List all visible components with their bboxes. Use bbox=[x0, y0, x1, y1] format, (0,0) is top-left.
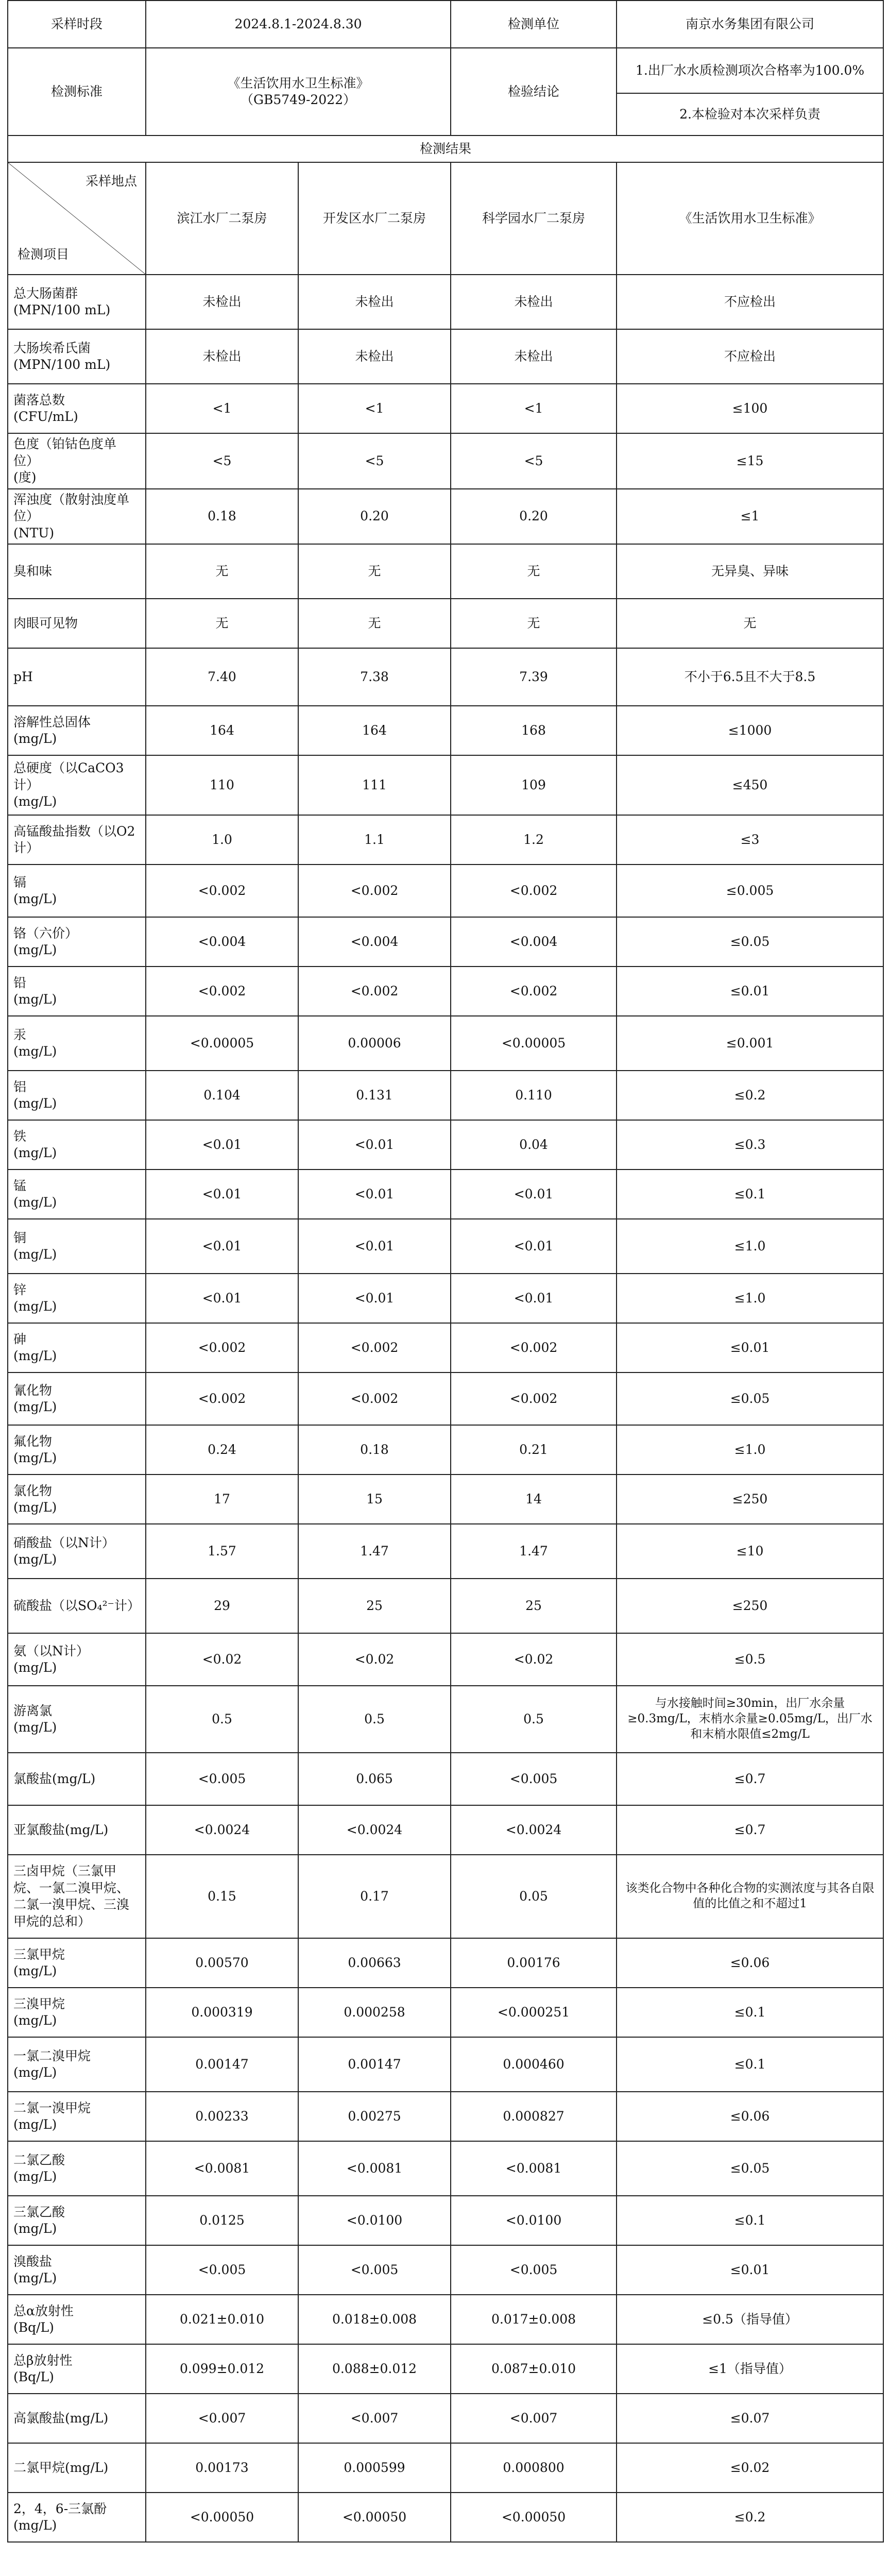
item-name: 硫酸盐（以SO₄²⁻计） bbox=[8, 1579, 146, 1633]
value-kexueyuan: <5 bbox=[451, 433, 617, 489]
item-name: 氯化物 (mg/L) bbox=[8, 1475, 146, 1524]
value-kaifaqu: 15 bbox=[298, 1475, 451, 1524]
item-name: 溶解性总固体 (mg/L) bbox=[8, 706, 146, 755]
item-name: 锰 (mg/L) bbox=[8, 1170, 146, 1219]
value-binjiang: 0.5 bbox=[146, 1686, 298, 1753]
item-name: 铜 (mg/L) bbox=[8, 1219, 146, 1274]
result-row bbox=[8, 2092, 883, 2141]
value-kexueyuan: 0.05 bbox=[451, 1855, 617, 1938]
value-kaifaqu: <0.002 bbox=[298, 1372, 451, 1425]
result-row bbox=[8, 489, 883, 545]
value-binjiang: <0.00005 bbox=[146, 1016, 298, 1071]
result-row bbox=[8, 544, 883, 599]
standard-limit: ≤450 bbox=[617, 755, 883, 815]
item-name: 三溴甲烷 (mg/L) bbox=[8, 1988, 146, 2037]
result-row bbox=[8, 2493, 883, 2542]
standard-limit: ≤250 bbox=[617, 1579, 883, 1633]
item-name: 大肠埃希氏菌 (MPN/100 mL) bbox=[8, 329, 146, 384]
result-row bbox=[8, 648, 883, 706]
value-binjiang: 0.24 bbox=[146, 1425, 298, 1475]
value-kaifaqu: <0.01 bbox=[298, 1170, 451, 1219]
period-label: 采样时段 bbox=[8, 1, 146, 48]
result-row bbox=[8, 1274, 883, 1323]
item-name: 二氯一溴甲烷 (mg/L) bbox=[8, 2092, 146, 2141]
value-kaifaqu: <0.01 bbox=[298, 1120, 451, 1170]
value-kaifaqu: <0.02 bbox=[298, 1633, 451, 1686]
standard-limit: ≤0.06 bbox=[617, 2092, 883, 2141]
value-kaifaqu: 164 bbox=[298, 706, 451, 755]
item-name: 硝酸盐（以N计） (mg/L) bbox=[8, 1524, 146, 1579]
value-binjiang: 7.40 bbox=[146, 648, 298, 706]
value-kexueyuan: 109 bbox=[451, 755, 617, 815]
value-kaifaqu: <5 bbox=[298, 433, 451, 489]
result-row bbox=[8, 865, 883, 917]
value-kaifaqu: 0.000258 bbox=[298, 1988, 451, 2037]
standard-limit: ≤100 bbox=[617, 384, 883, 433]
value-kexueyuan: <1 bbox=[451, 384, 617, 433]
item-name: 三氯甲烷 (mg/L) bbox=[8, 1938, 146, 1988]
item-name: 高氯酸盐(mg/L) bbox=[8, 2394, 146, 2443]
value-kexueyuan: 0.000800 bbox=[451, 2443, 617, 2493]
item-name: 总α放射性 (Bq/L) bbox=[8, 2295, 146, 2344]
standard-limit: ≤0.1 bbox=[617, 2196, 883, 2245]
value-binjiang: 164 bbox=[146, 706, 298, 755]
value-kaifaqu: 未检出 bbox=[298, 329, 451, 384]
value-kaifaqu: 1.1 bbox=[298, 815, 451, 865]
value-kexueyuan: <0.002 bbox=[451, 1323, 617, 1372]
value-binjiang: 0.000319 bbox=[146, 1988, 298, 2037]
value-kaifaqu: 0.065 bbox=[298, 1753, 451, 1805]
value-binjiang: <5 bbox=[146, 433, 298, 489]
value-kaifaqu: 0.00663 bbox=[298, 1938, 451, 1988]
results-title-row bbox=[8, 135, 883, 162]
standard-limit: ≤15 bbox=[617, 433, 883, 489]
value-kexueyuan: 0.04 bbox=[451, 1120, 617, 1170]
value-kexueyuan: <0.004 bbox=[451, 917, 617, 967]
value-kaifaqu: <0.0024 bbox=[298, 1805, 451, 1855]
value-binjiang: <0.004 bbox=[146, 917, 298, 967]
value-binjiang: <0.005 bbox=[146, 2245, 298, 2295]
item-name: 二氯甲烷(mg/L) bbox=[8, 2443, 146, 2493]
period-value: 2024.8.1-2024.8.30 bbox=[146, 1, 451, 48]
report-table bbox=[7, 0, 884, 2543]
value-kaifaqu: <0.00050 bbox=[298, 2493, 451, 2542]
value-kaifaqu: 0.5 bbox=[298, 1686, 451, 1753]
value-kexueyuan: <0.002 bbox=[451, 967, 617, 1016]
value-kaifaqu: 0.018±0.008 bbox=[298, 2295, 451, 2344]
standard-limit: ≤0.07 bbox=[617, 2394, 883, 2443]
value-binjiang: 1.57 bbox=[146, 1524, 298, 1579]
header-row-period bbox=[8, 1, 883, 48]
standard-limit: ≤0.01 bbox=[617, 1323, 883, 1372]
column-header-row bbox=[8, 162, 883, 275]
corner-label-location: 采样地点 bbox=[85, 174, 137, 189]
value-kaifaqu: 0.20 bbox=[298, 489, 451, 545]
value-kexueyuan: 0.000827 bbox=[451, 2092, 617, 2141]
value-kexueyuan: 未检出 bbox=[451, 275, 617, 329]
result-row bbox=[8, 967, 883, 1016]
standard-limit: ≤0.05 bbox=[617, 917, 883, 967]
value-kaifaqu: <0.01 bbox=[298, 1219, 451, 1274]
result-row bbox=[8, 1071, 883, 1120]
column-header: 《生活饮用水卫生标准》 bbox=[617, 162, 883, 275]
result-row bbox=[8, 1425, 883, 1475]
result-row bbox=[8, 1016, 883, 1071]
value-kaifaqu: <0.002 bbox=[298, 967, 451, 1016]
value-kaifaqu: 111 bbox=[298, 755, 451, 815]
value-kexueyuan: 0.5 bbox=[451, 1686, 617, 1753]
value-binjiang: 1.0 bbox=[146, 815, 298, 865]
item-name: 氨（以N计） (mg/L) bbox=[8, 1633, 146, 1686]
standard-limit: ≤0.5 bbox=[617, 1633, 883, 1686]
standard-limit: ≤0.2 bbox=[617, 2493, 883, 2542]
item-name: 三卤甲烷（三氯甲烷、一氯二溴甲烷、二氯一溴甲烷、三溴甲烷的总和） bbox=[8, 1855, 146, 1938]
value-kexueyuan: 168 bbox=[451, 706, 617, 755]
corner-label-item: 检测项目 bbox=[18, 246, 70, 262]
value-kexueyuan: 0.21 bbox=[451, 1425, 617, 1475]
standard-limit: ≤0.1 bbox=[617, 1988, 883, 2037]
value-kexueyuan: <0.00050 bbox=[451, 2493, 617, 2542]
result-row bbox=[8, 1323, 883, 1372]
value-binjiang: <0.01 bbox=[146, 1274, 298, 1323]
standard-limit: ≤0.01 bbox=[617, 2245, 883, 2295]
value-binjiang: <0.002 bbox=[146, 865, 298, 917]
value-kexueyuan: 0.20 bbox=[451, 489, 617, 545]
standard-limit: ≤0.7 bbox=[617, 1805, 883, 1855]
value-kaifaqu: 0.00006 bbox=[298, 1016, 451, 1071]
result-row bbox=[8, 1988, 883, 2037]
results-title: 检测结果 bbox=[8, 135, 883, 162]
result-row bbox=[8, 329, 883, 384]
item-name: 臭和味 bbox=[8, 544, 146, 599]
value-binjiang: 0.00233 bbox=[146, 2092, 298, 2141]
result-row bbox=[8, 2443, 883, 2493]
result-row bbox=[8, 1170, 883, 1219]
value-kexueyuan: 25 bbox=[451, 1579, 617, 1633]
result-row bbox=[8, 917, 883, 967]
item-name: 铝 (mg/L) bbox=[8, 1071, 146, 1120]
value-kexueyuan: 未检出 bbox=[451, 329, 617, 384]
value-kexueyuan: 14 bbox=[451, 1475, 617, 1524]
header-row-standard bbox=[8, 48, 883, 93]
value-kexueyuan: 7.39 bbox=[451, 648, 617, 706]
result-row bbox=[8, 384, 883, 433]
value-kaifaqu: 0.088±0.012 bbox=[298, 2344, 451, 2394]
diagonal-header-cell bbox=[8, 162, 146, 275]
item-name: 二氯乙酸 (mg/L) bbox=[8, 2141, 146, 2196]
result-row bbox=[8, 1938, 883, 1988]
item-name: 总硬度（以CaCO3计） (mg/L) bbox=[8, 755, 146, 815]
item-name: 氰化物 (mg/L) bbox=[8, 1372, 146, 1425]
standard-limit: ≤0.02 bbox=[617, 2443, 883, 2493]
value-binjiang: <0.002 bbox=[146, 1372, 298, 1425]
value-kaifaqu: 未检出 bbox=[298, 275, 451, 329]
standard-limit: ≤0.05 bbox=[617, 1372, 883, 1425]
value-kexueyuan: <0.007 bbox=[451, 2394, 617, 2443]
value-kexueyuan: <0.01 bbox=[451, 1219, 617, 1274]
standard-limit: 不小于6.5且不大于8.5 bbox=[617, 648, 883, 706]
result-row bbox=[8, 1753, 883, 1805]
value-kaifaqu: 0.00275 bbox=[298, 2092, 451, 2141]
report-body bbox=[8, 1, 883, 2542]
standard-label: 检测标准 bbox=[8, 48, 146, 135]
standard-limit: ≤1.0 bbox=[617, 1274, 883, 1323]
result-row bbox=[8, 706, 883, 755]
result-row bbox=[8, 433, 883, 489]
item-name: 三氯乙酸 (mg/L) bbox=[8, 2196, 146, 2245]
standard-limit: 不应检出 bbox=[617, 329, 883, 384]
column-header: 滨江水厂二泵房 bbox=[146, 162, 298, 275]
value-binjiang: 0.00570 bbox=[146, 1938, 298, 1988]
value-kexueyuan: <0.02 bbox=[451, 1633, 617, 1686]
value-kaifaqu: 1.47 bbox=[298, 1524, 451, 1579]
value-binjiang: 0.00147 bbox=[146, 2037, 298, 2092]
result-row bbox=[8, 1524, 883, 1579]
standard-limit: ≤0.2 bbox=[617, 1071, 883, 1120]
value-binjiang: 110 bbox=[146, 755, 298, 815]
unit-value: 南京水务集团有限公司 bbox=[617, 1, 883, 48]
value-kaifaqu: 0.131 bbox=[298, 1071, 451, 1120]
value-kaifaqu: <0.007 bbox=[298, 2394, 451, 2443]
value-binjiang: 无 bbox=[146, 599, 298, 648]
value-kaifaqu: <0.0100 bbox=[298, 2196, 451, 2245]
value-kexueyuan: <0.005 bbox=[451, 1753, 617, 1805]
value-kaifaqu: <0.004 bbox=[298, 917, 451, 967]
value-kaifaqu: <0.01 bbox=[298, 1274, 451, 1323]
item-name: 铁 (mg/L) bbox=[8, 1120, 146, 1170]
result-row bbox=[8, 815, 883, 865]
item-name: 2，4，6-三氯酚 (mg/L) bbox=[8, 2493, 146, 2542]
result-row bbox=[8, 2141, 883, 2196]
standard-limit: ≤1 bbox=[617, 489, 883, 545]
standard-limit: ≤1000 bbox=[617, 706, 883, 755]
value-kaifaqu: 0.000599 bbox=[298, 2443, 451, 2493]
standard-limit: ≤3 bbox=[617, 815, 883, 865]
standard-limit: ≤0.1 bbox=[617, 1170, 883, 1219]
value-kexueyuan: 0.087±0.010 bbox=[451, 2344, 617, 2394]
result-row bbox=[8, 1475, 883, 1524]
standard-limit: 无异臭、异味 bbox=[617, 544, 883, 599]
result-row bbox=[8, 1120, 883, 1170]
value-kexueyuan: 无 bbox=[451, 544, 617, 599]
value-binjiang: 未检出 bbox=[146, 275, 298, 329]
value-kaifaqu: 0.00147 bbox=[298, 2037, 451, 2092]
water-quality-report bbox=[7, 0, 883, 2543]
standard-limit: ≤0.05 bbox=[617, 2141, 883, 2196]
standard-limit: 无 bbox=[617, 599, 883, 648]
standard-limit: 该类化合物中各种化合物的实测浓度与其各自限值的比值之和不超过1 bbox=[617, 1855, 883, 1938]
value-binjiang: 0.00173 bbox=[146, 2443, 298, 2493]
value-binjiang: 17 bbox=[146, 1475, 298, 1524]
column-header: 科学园水厂二泵房 bbox=[451, 162, 617, 275]
value-binjiang: <0.0024 bbox=[146, 1805, 298, 1855]
value-kexueyuan: 0.110 bbox=[451, 1071, 617, 1120]
standard-limit: ≤0.06 bbox=[617, 1938, 883, 1988]
value-kexueyuan: <0.0100 bbox=[451, 2196, 617, 2245]
standard-value: 《生活饮用水卫生标准》 （GB5749-2022） bbox=[146, 48, 451, 135]
result-row bbox=[8, 1219, 883, 1274]
value-kaifaqu: 0.18 bbox=[298, 1425, 451, 1475]
standard-limit: ≤0.001 bbox=[617, 1016, 883, 1071]
value-binjiang: 0.021±0.010 bbox=[146, 2295, 298, 2344]
item-name: pH bbox=[8, 648, 146, 706]
value-kexueyuan: 0.000460 bbox=[451, 2037, 617, 2092]
value-kexueyuan: 1.47 bbox=[451, 1524, 617, 1579]
standard-limit: ≤250 bbox=[617, 1475, 883, 1524]
standard-limit: ≤0.005 bbox=[617, 865, 883, 917]
item-name: 汞 (mg/L) bbox=[8, 1016, 146, 1071]
standard-limit: ≤10 bbox=[617, 1524, 883, 1579]
value-kexueyuan: 1.2 bbox=[451, 815, 617, 865]
result-row bbox=[8, 1686, 883, 1753]
conclusion-label: 检验结论 bbox=[451, 48, 617, 135]
column-header: 开发区水厂二泵房 bbox=[298, 162, 451, 275]
value-kexueyuan: <0.002 bbox=[451, 1372, 617, 1425]
standard-limit: ≤1.0 bbox=[617, 1425, 883, 1475]
item-name: 砷 (mg/L) bbox=[8, 1323, 146, 1372]
result-row bbox=[8, 2295, 883, 2344]
result-row bbox=[8, 755, 883, 815]
item-name: 菌落总数 (CFU/mL) bbox=[8, 384, 146, 433]
value-binjiang: <0.002 bbox=[146, 1323, 298, 1372]
value-kexueyuan: <0.002 bbox=[451, 865, 617, 917]
standard-limit: ≤0.1 bbox=[617, 2037, 883, 2092]
value-binjiang: <0.00050 bbox=[146, 2493, 298, 2542]
value-binjiang: 未检出 bbox=[146, 329, 298, 384]
standard-limit: ≤0.3 bbox=[617, 1120, 883, 1170]
result-row bbox=[8, 599, 883, 648]
item-name: 一氯二溴甲烷 (mg/L) bbox=[8, 2037, 146, 2092]
standard-limit: ≤1（指导值） bbox=[617, 2344, 883, 2394]
value-binjiang: <0.007 bbox=[146, 2394, 298, 2443]
value-binjiang: 0.104 bbox=[146, 1071, 298, 1120]
value-kaifaqu: <0.005 bbox=[298, 2245, 451, 2295]
item-name: 氟化物 (mg/L) bbox=[8, 1425, 146, 1475]
value-kexueyuan: <0.000251 bbox=[451, 1988, 617, 2037]
value-binjiang: 0.18 bbox=[146, 489, 298, 545]
value-binjiang: 0.15 bbox=[146, 1855, 298, 1938]
unit-label: 检测单位 bbox=[451, 1, 617, 48]
result-row bbox=[8, 275, 883, 329]
value-kaifaqu: <0.002 bbox=[298, 1323, 451, 1372]
standard-limit: ≤1.0 bbox=[617, 1219, 883, 1274]
value-binjiang: 0.0125 bbox=[146, 2196, 298, 2245]
value-kexueyuan: 无 bbox=[451, 599, 617, 648]
conclusion-item-1: 1.出厂水水质检测项次合格率为100.0% bbox=[617, 48, 883, 93]
value-binjiang: 0.099±0.012 bbox=[146, 2344, 298, 2394]
value-kexueyuan: <0.0081 bbox=[451, 2141, 617, 2196]
value-kaifaqu: 无 bbox=[298, 544, 451, 599]
standard-limit: ≤0.5（指导值） bbox=[617, 2295, 883, 2344]
value-kaifaqu: 7.38 bbox=[298, 648, 451, 706]
value-binjiang: <0.01 bbox=[146, 1120, 298, 1170]
value-kaifaqu: <1 bbox=[298, 384, 451, 433]
item-name: 肉眼可见物 bbox=[8, 599, 146, 648]
value-binjiang: <0.002 bbox=[146, 967, 298, 1016]
value-kaifaqu: <0.002 bbox=[298, 865, 451, 917]
value-kexueyuan: <0.0024 bbox=[451, 1805, 617, 1855]
result-row bbox=[8, 2394, 883, 2443]
item-name: 铅 (mg/L) bbox=[8, 967, 146, 1016]
value-binjiang: 无 bbox=[146, 544, 298, 599]
standard-limit: ≤0.7 bbox=[617, 1753, 883, 1805]
result-row bbox=[8, 1579, 883, 1633]
result-row bbox=[8, 1633, 883, 1686]
value-kexueyuan: <0.00005 bbox=[451, 1016, 617, 1071]
value-kexueyuan: <0.01 bbox=[451, 1170, 617, 1219]
value-kaifaqu: 无 bbox=[298, 599, 451, 648]
value-kexueyuan: <0.005 bbox=[451, 2245, 617, 2295]
item-name: 色度（铂钴色度单位） (度) bbox=[8, 433, 146, 489]
value-kexueyuan: <0.01 bbox=[451, 1274, 617, 1323]
item-name: 氯酸盐(mg/L) bbox=[8, 1753, 146, 1805]
result-row bbox=[8, 2037, 883, 2092]
item-name: 镉 (mg/L) bbox=[8, 865, 146, 917]
result-row bbox=[8, 1372, 883, 1425]
value-binjiang: <1 bbox=[146, 384, 298, 433]
result-row bbox=[8, 1805, 883, 1855]
value-kaifaqu: 0.17 bbox=[298, 1855, 451, 1938]
item-name: 游离氯 (mg/L) bbox=[8, 1686, 146, 1753]
value-binjiang: <0.005 bbox=[146, 1753, 298, 1805]
item-name: 高锰酸盐指数（以O2计） bbox=[8, 815, 146, 865]
value-binjiang: <0.02 bbox=[146, 1633, 298, 1686]
standard-limit: 与水接触时间≥30min，出厂水余量≥0.3mg/L，末梢水余量≥0.05mg/L，出厂水和末梢水限值≤2mg/L bbox=[617, 1686, 883, 1753]
value-binjiang: <0.01 bbox=[146, 1219, 298, 1274]
item-name: 浑浊度（散射浊度单位） (NTU) bbox=[8, 489, 146, 545]
value-kaifaqu: 25 bbox=[298, 1579, 451, 1633]
value-kaifaqu: <0.0081 bbox=[298, 2141, 451, 2196]
conclusion-item-2: 2.本检验对本次采样负责 bbox=[617, 93, 883, 135]
item-name: 溴酸盐 (mg/L) bbox=[8, 2245, 146, 2295]
value-binjiang: 29 bbox=[146, 1579, 298, 1633]
standard-limit: 不应检出 bbox=[617, 275, 883, 329]
result-row bbox=[8, 2245, 883, 2295]
result-row bbox=[8, 2344, 883, 2394]
item-name: 总β放射性 (Bq/L) bbox=[8, 2344, 146, 2394]
result-row bbox=[8, 2196, 883, 2245]
standard-limit: ≤0.01 bbox=[617, 967, 883, 1016]
item-name: 锌 (mg/L) bbox=[8, 1274, 146, 1323]
value-binjiang: <0.0081 bbox=[146, 2141, 298, 2196]
item-name: 总大肠菌群 (MPN/100 mL) bbox=[8, 275, 146, 329]
value-kexueyuan: 0.00176 bbox=[451, 1938, 617, 1988]
item-name: 亚氯酸盐(mg/L) bbox=[8, 1805, 146, 1855]
value-kexueyuan: 0.017±0.008 bbox=[451, 2295, 617, 2344]
result-row bbox=[8, 1855, 883, 1938]
item-name: 铬（六价） (mg/L) bbox=[8, 917, 146, 967]
value-binjiang: <0.01 bbox=[146, 1170, 298, 1219]
